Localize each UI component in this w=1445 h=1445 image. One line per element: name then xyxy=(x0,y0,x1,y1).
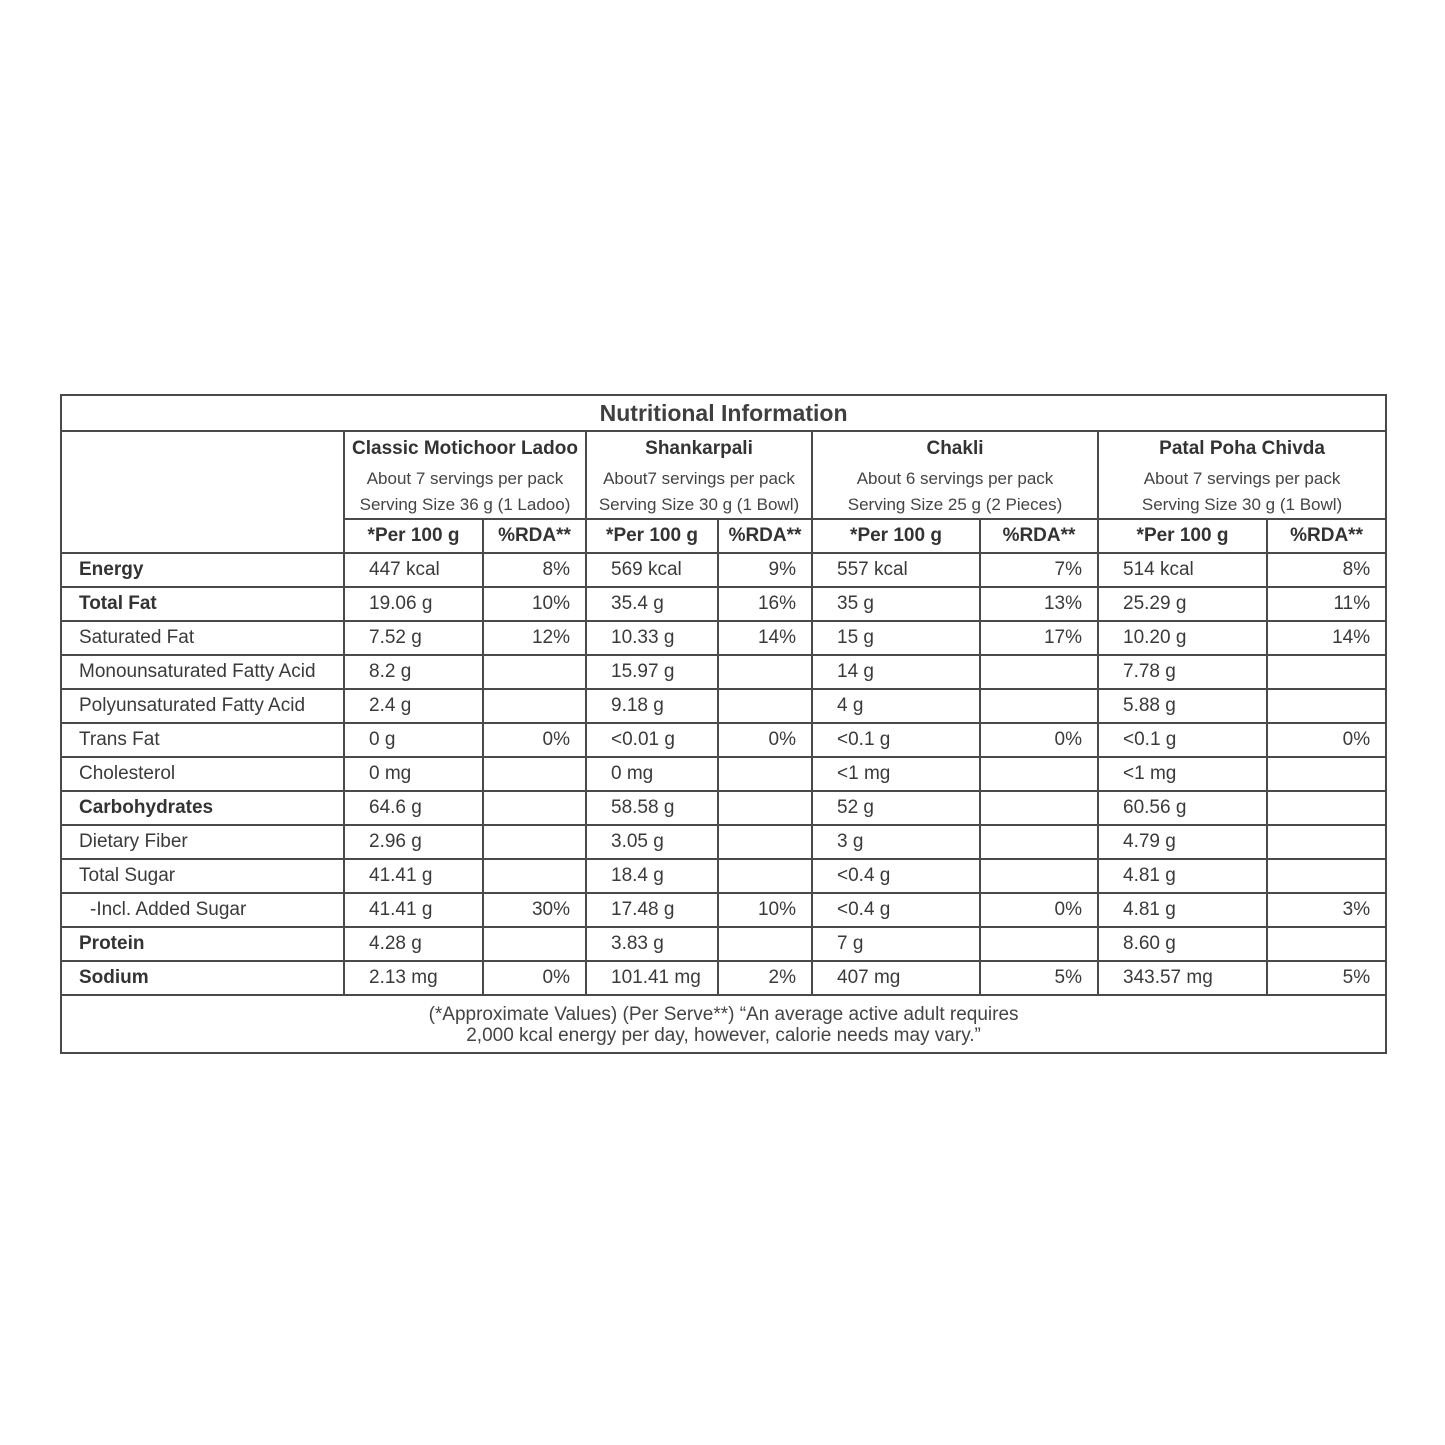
per100-cell: 41.41 g xyxy=(344,893,483,927)
per100-cell: 15.97 g xyxy=(586,655,718,689)
per100-cell: 7.52 g xyxy=(344,621,483,655)
table-row xyxy=(61,927,1386,961)
rda-cell xyxy=(483,927,586,961)
serving-size: Serving Size 25 g (2 Pieces) xyxy=(847,495,1063,514)
serving-info xyxy=(586,466,812,519)
per100-cell: 4 g xyxy=(812,689,980,723)
rda-cell xyxy=(980,757,1098,791)
per100-cell: 101.41 mg xyxy=(586,961,718,995)
rda-cell: 8% xyxy=(483,553,586,587)
per100-cell: 0 g xyxy=(344,723,483,757)
per100-cell: <1 mg xyxy=(1098,757,1267,791)
per100-cell: <0.01 g xyxy=(586,723,718,757)
rda-cell: 5% xyxy=(1267,961,1386,995)
rda-cell: 16% xyxy=(718,587,812,621)
footnote-line: (*Approximate Values) (Per Serve**) “An average active adult requires xyxy=(428,1004,1019,1025)
per100-cell: <0.4 g xyxy=(812,893,980,927)
per100-cell: 17.48 g xyxy=(586,893,718,927)
rda-cell xyxy=(1267,757,1386,791)
per100-cell: 2.96 g xyxy=(344,825,483,859)
per100-cell: 35 g xyxy=(812,587,980,621)
table-row xyxy=(61,893,1386,927)
per100-cell: 343.57 mg xyxy=(1098,961,1267,995)
rda-cell: 3% xyxy=(1267,893,1386,927)
servings-per-pack: About 6 servings per pack xyxy=(856,469,1054,488)
servings-per-pack: About 7 servings per pack xyxy=(1143,469,1341,488)
per100-cell: 14 g xyxy=(812,655,980,689)
per100-cell: 8.60 g xyxy=(1098,927,1267,961)
rda-cell: 0% xyxy=(718,723,812,757)
rda-cell xyxy=(718,927,812,961)
col-header-per100: *Per 100 g xyxy=(1098,519,1267,553)
header-blank-cell xyxy=(61,431,344,553)
per100-cell: <1 mg xyxy=(812,757,980,791)
rda-cell: 10% xyxy=(718,893,812,927)
per100-cell: 10.20 g xyxy=(1098,621,1267,655)
rda-cell: 0% xyxy=(483,961,586,995)
rda-cell: 5% xyxy=(980,961,1098,995)
rda-cell: 30% xyxy=(483,893,586,927)
rda-cell xyxy=(718,689,812,723)
nutrient-label: Cholesterol xyxy=(61,757,344,791)
rda-cell: 7% xyxy=(980,553,1098,587)
nutrient-label: Sodium xyxy=(61,961,344,995)
nutrient-label: Total Sugar xyxy=(61,859,344,893)
nutrient-label: Dietary Fiber xyxy=(61,825,344,859)
rda-cell xyxy=(483,655,586,689)
per100-cell: <0.1 g xyxy=(812,723,980,757)
per100-cell: 41.41 g xyxy=(344,859,483,893)
serving-info xyxy=(344,466,586,519)
per100-cell: 3.05 g xyxy=(586,825,718,859)
table-row xyxy=(61,723,1386,757)
rda-cell xyxy=(718,791,812,825)
nutrient-label: Total Fat xyxy=(61,587,344,621)
rda-cell: 0% xyxy=(1267,723,1386,757)
per100-cell: <0.4 g xyxy=(812,859,980,893)
rda-cell xyxy=(980,927,1098,961)
col-header-rda: %RDA** xyxy=(1267,519,1386,553)
per100-cell: 60.56 g xyxy=(1098,791,1267,825)
rda-cell xyxy=(980,689,1098,723)
col-header-per100: *Per 100 g xyxy=(812,519,980,553)
per100-cell: 0 mg xyxy=(344,757,483,791)
per100-cell: 514 kcal xyxy=(1098,553,1267,587)
rda-cell xyxy=(980,859,1098,893)
rda-cell xyxy=(980,655,1098,689)
table-row xyxy=(61,553,1386,587)
rda-cell xyxy=(718,825,812,859)
rda-cell: 0% xyxy=(980,893,1098,927)
per100-cell: 4.79 g xyxy=(1098,825,1267,859)
col-header-per100: *Per 100 g xyxy=(344,519,483,553)
rda-cell: 0% xyxy=(483,723,586,757)
rda-cell: 12% xyxy=(483,621,586,655)
col-header-rda: %RDA** xyxy=(980,519,1098,553)
rda-cell xyxy=(980,791,1098,825)
footnote xyxy=(61,995,1386,1053)
rda-cell: 14% xyxy=(718,621,812,655)
rda-cell: 0% xyxy=(980,723,1098,757)
table-row xyxy=(61,859,1386,893)
product-name: Shankarpali xyxy=(586,431,812,466)
nutrient-label: Saturated Fat xyxy=(61,621,344,655)
footnote-line: 2,000 kcal energy per day, however, calorie needs may vary.” xyxy=(466,1025,981,1046)
per100-cell: 569 kcal xyxy=(586,553,718,587)
product-name: Classic Motichoor Ladoo xyxy=(344,431,586,466)
table-row xyxy=(61,587,1386,621)
per100-cell: 4.81 g xyxy=(1098,859,1267,893)
nutrient-label: Trans Fat xyxy=(61,723,344,757)
per100-cell: 58.58 g xyxy=(586,791,718,825)
rda-cell: 2% xyxy=(718,961,812,995)
servings-per-pack: About7 servings per pack xyxy=(603,469,795,488)
table-row xyxy=(61,825,1386,859)
table-row xyxy=(61,655,1386,689)
nutrient-label: Energy xyxy=(61,553,344,587)
per100-cell: 447 kcal xyxy=(344,553,483,587)
per100-cell: 3.83 g xyxy=(586,927,718,961)
per100-cell: 35.4 g xyxy=(586,587,718,621)
product-name: Chakli xyxy=(812,431,1098,466)
per100-cell: 18.4 g xyxy=(586,859,718,893)
rda-cell xyxy=(1267,689,1386,723)
per100-cell: <0.1 g xyxy=(1098,723,1267,757)
table-row xyxy=(61,689,1386,723)
table-row xyxy=(61,961,1386,995)
rda-cell xyxy=(483,825,586,859)
rda-cell: 14% xyxy=(1267,621,1386,655)
per100-cell: 0 mg xyxy=(586,757,718,791)
nutrition-table xyxy=(60,394,1387,1054)
per100-cell: 9.18 g xyxy=(586,689,718,723)
product-name: Patal Poha Chivda xyxy=(1098,431,1386,466)
rda-cell xyxy=(483,791,586,825)
rda-cell xyxy=(1267,655,1386,689)
per100-cell: 4.28 g xyxy=(344,927,483,961)
table-row xyxy=(61,791,1386,825)
rda-cell xyxy=(980,825,1098,859)
per100-cell: 15 g xyxy=(812,621,980,655)
per100-cell: 2.4 g xyxy=(344,689,483,723)
serving-size: Serving Size 30 g (1 Bowl) xyxy=(598,495,800,514)
per100-cell: 8.2 g xyxy=(344,655,483,689)
per100-cell: 64.6 g xyxy=(344,791,483,825)
rda-cell: 8% xyxy=(1267,553,1386,587)
rda-cell xyxy=(1267,859,1386,893)
rda-cell xyxy=(483,757,586,791)
per100-cell: 407 mg xyxy=(812,961,980,995)
per100-cell: 2.13 mg xyxy=(344,961,483,995)
rda-cell xyxy=(483,859,586,893)
rda-cell xyxy=(718,757,812,791)
rda-cell xyxy=(718,655,812,689)
serving-size: Serving Size 30 g (1 Bowl) xyxy=(1141,495,1343,514)
nutrient-label: -Incl. Added Sugar xyxy=(61,893,344,927)
nutrient-label: Monounsaturated Fatty Acid xyxy=(61,655,344,689)
per100-cell: 4.81 g xyxy=(1098,893,1267,927)
serving-info xyxy=(812,466,1098,519)
nutrient-label: Polyunsaturated Fatty Acid xyxy=(61,689,344,723)
rda-cell xyxy=(1267,791,1386,825)
col-header-rda: %RDA** xyxy=(483,519,586,553)
table-row xyxy=(61,757,1386,791)
per100-cell: 7 g xyxy=(812,927,980,961)
nutrition-panel xyxy=(60,394,1385,1054)
rda-cell xyxy=(1267,927,1386,961)
per100-cell: 557 kcal xyxy=(812,553,980,587)
rda-cell: 11% xyxy=(1267,587,1386,621)
rda-cell xyxy=(483,689,586,723)
rda-cell xyxy=(718,859,812,893)
per100-cell: 7.78 g xyxy=(1098,655,1267,689)
rda-cell: 9% xyxy=(718,553,812,587)
per100-cell: 3 g xyxy=(812,825,980,859)
per100-cell: 10.33 g xyxy=(586,621,718,655)
rda-cell: 13% xyxy=(980,587,1098,621)
per100-cell: 52 g xyxy=(812,791,980,825)
table-title: Nutritional Information xyxy=(61,395,1386,431)
serving-info xyxy=(1098,466,1386,519)
rda-cell: 17% xyxy=(980,621,1098,655)
nutrient-label: Protein xyxy=(61,927,344,961)
table-row xyxy=(61,621,1386,655)
serving-size: Serving Size 36 g (1 Ladoo) xyxy=(359,495,571,514)
col-header-rda: %RDA** xyxy=(718,519,812,553)
rda-cell: 10% xyxy=(483,587,586,621)
col-header-per100: *Per 100 g xyxy=(586,519,718,553)
per100-cell: 5.88 g xyxy=(1098,689,1267,723)
rda-cell xyxy=(1267,825,1386,859)
per100-cell: 25.29 g xyxy=(1098,587,1267,621)
nutrient-label: Carbohydrates xyxy=(61,791,344,825)
servings-per-pack: About 7 servings per pack xyxy=(366,469,564,488)
per100-cell: 19.06 g xyxy=(344,587,483,621)
